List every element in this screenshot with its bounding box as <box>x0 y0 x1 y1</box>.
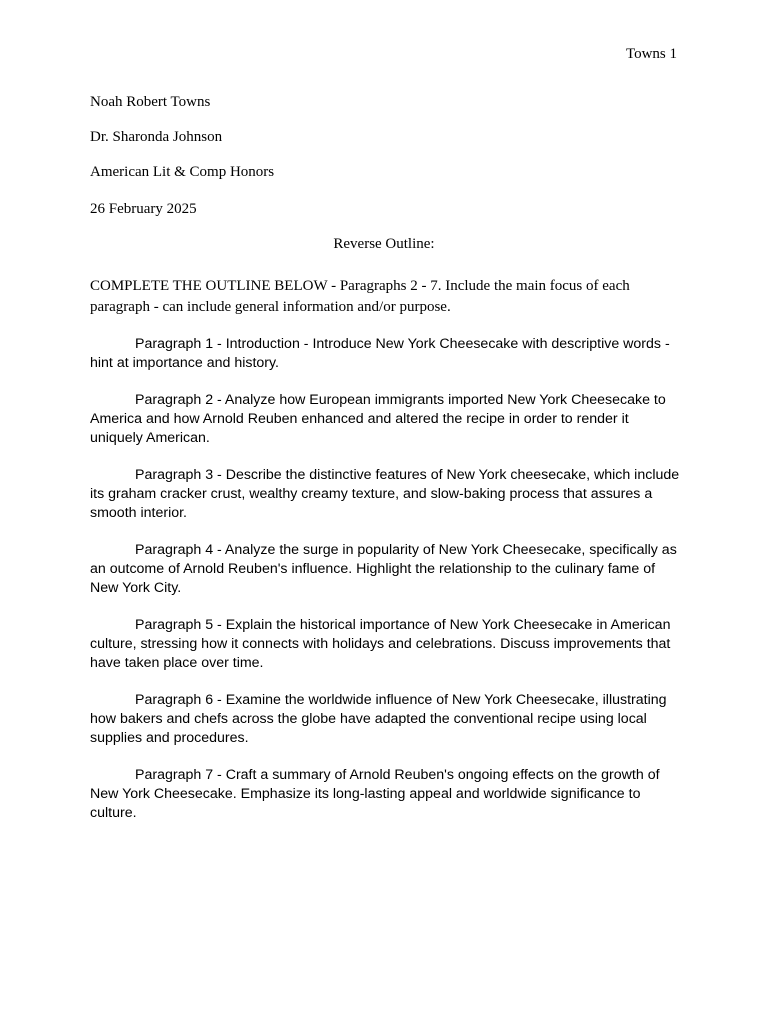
outline-paragraph-5: Paragraph 5 - Explain the historical importance of New York Cheesecake in American culture, stressing how it connects with holidays and celebrations. Discuss improvements that have taken place over time. <box>90 617 671 671</box>
outline-paragraph-2: Paragraph 2 - Analyze how European immigrants imported New York Cheesecake to America and how Arnold Reuben enhanced and altered the recipe in order to render it uniquely American. <box>90 392 666 446</box>
course-name: American Lit & Comp Honors <box>90 164 275 180</box>
running-header: Towns 1 <box>625 46 677 62</box>
document-title: Reverse Outline: <box>333 236 435 252</box>
outline-paragraph-4: Paragraph 4 - Analyze the surge in popularity of New York Cheesecake, specifically as an outcome of Arnold Reuben's influence. Highlight the relationship to the culinary fame of New York City. <box>90 542 677 596</box>
instructor-name: Dr. Sharonda Johnson <box>90 129 223 145</box>
document-date: 26 February 2025 <box>90 201 197 217</box>
outline-instructions: COMPLETE THE OUTLINE BELOW - Paragraphs 2 - 7. Include the main focus of each paragraph - can include general information and/or purpose. <box>90 278 630 315</box>
student-name: Noah Robert Towns <box>90 94 211 110</box>
outline-body <box>90 335 680 841</box>
outline-paragraph-3: Paragraph 3 - Describe the distinctive features of New York cheesecake, which include its graham cracker crust, wealthy creamy texture, and slow-baking process that assures a smooth interior. <box>90 467 680 521</box>
outline-paragraph-1: Paragraph 1 - Introduction - Introduce New York Cheesecake with descriptive words - hint at importance and history. <box>90 336 670 371</box>
outline-paragraph-6: Paragraph 6 - Examine the worldwide influence of New York Cheesecake, illustrating how bakers and chefs across the globe have adapted the conventional recipe using local supplies and procedures. <box>90 692 667 746</box>
outline-paragraph-7: Paragraph 7 - Craft a summary of Arnold Reuben's ongoing effects on the growth of New York Cheesecake. Emphasize its long-lasting appeal and worldwide significance to culture. <box>90 767 660 821</box>
